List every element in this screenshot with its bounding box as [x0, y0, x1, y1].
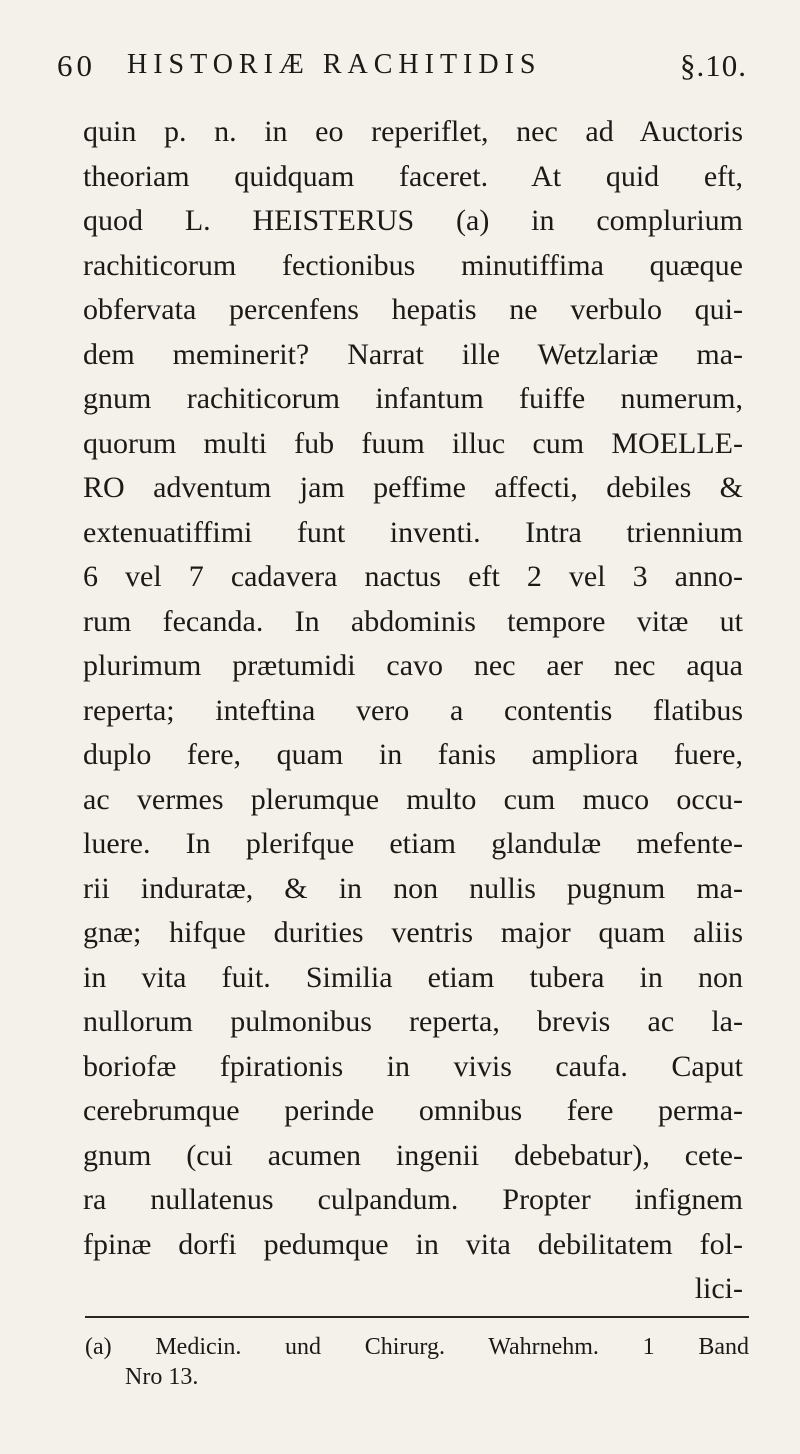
footnote	[85, 1332, 749, 1392]
footnote-line: (a) Medicin. und Chirurg. Wahrnehm. 1 Band	[85, 1334, 749, 1360]
text-line: rum fecanda. In abdominis tempore vitæ ut	[83, 604, 743, 638]
footnote-line: Nro 13.	[125, 1364, 199, 1390]
text-line: RO adventum jam peffime affecti, debiles &	[83, 471, 743, 504]
running-title: HISTORIÆ RACHITIDIS	[127, 49, 542, 80]
text-line: quin p. n. in eo reperiflet, nec ad Auctoris	[83, 115, 743, 148]
text-line: luere. In plerifque etiam glandulæ mefente-	[83, 827, 743, 860]
text-line: ac vermes plerumque multo cum muco occu-	[83, 782, 743, 816]
page-number: 60	[57, 48, 96, 83]
text-line: dem meminerit? Narrat ille Wetzlariæ ma-	[83, 337, 743, 371]
text-line: in vita fuit. Similia etiam tubera in non	[83, 960, 743, 994]
text-line: quorum multi fub fuum illuc cum MOELLE-	[83, 426, 743, 460]
footnote-rule	[85, 1316, 749, 1318]
text-line: cerebrumque perinde omnibus fere perma-	[83, 1094, 743, 1127]
body-text	[83, 110, 743, 1312]
text-line: ra nullatenus culpandum. Propter infignem	[83, 1183, 743, 1216]
text-line: nullorum pulmonibus reperta, brevis ac la-	[83, 1005, 743, 1038]
text-line: duplo fere, quam in fanis ampliora fuere,	[83, 738, 743, 771]
running-header	[57, 48, 747, 92]
text-line: extenuatiffimi funt inventi. Intra triennium	[83, 515, 743, 549]
text-line: obfervata percenfens hepatis ne verbulo qui-	[83, 293, 743, 326]
text-line: gnæ; hifque durities ventris major quam aliis	[83, 916, 743, 949]
catchword: lici-	[694, 1272, 743, 1305]
text-line: rachiticorum fectionibus minutiffima quæque	[83, 248, 743, 282]
text-line: fpinæ dorfi pedumque in vita debilitatem fol-	[83, 1227, 743, 1261]
text-line: gnum (cui acumen ingenii debebatur), cete-	[83, 1138, 743, 1172]
text-line: gnum rachiticorum infantum fuiffe numerum,	[83, 382, 743, 415]
text-line: rii induratæ, & in non nullis pugnum ma-	[83, 871, 743, 905]
text-line: theoriam quidquam faceret. At quid eft,	[83, 159, 743, 193]
text-line: reperta; inteftina vero a contentis flatibus	[83, 693, 743, 727]
text-line: quod L. HEISTERUS (a) in complurium	[83, 204, 743, 237]
text-line: plurimum prætumidi cavo nec aer nec aqua	[83, 649, 743, 682]
text-line: 6 vel 7 cadavera nactus eft 2 vel 3 anno-	[83, 560, 743, 593]
text-line: boriofæ fpirationis in vivis caufa. Caput	[83, 1049, 743, 1083]
section-mark: §.10.	[680, 48, 747, 83]
